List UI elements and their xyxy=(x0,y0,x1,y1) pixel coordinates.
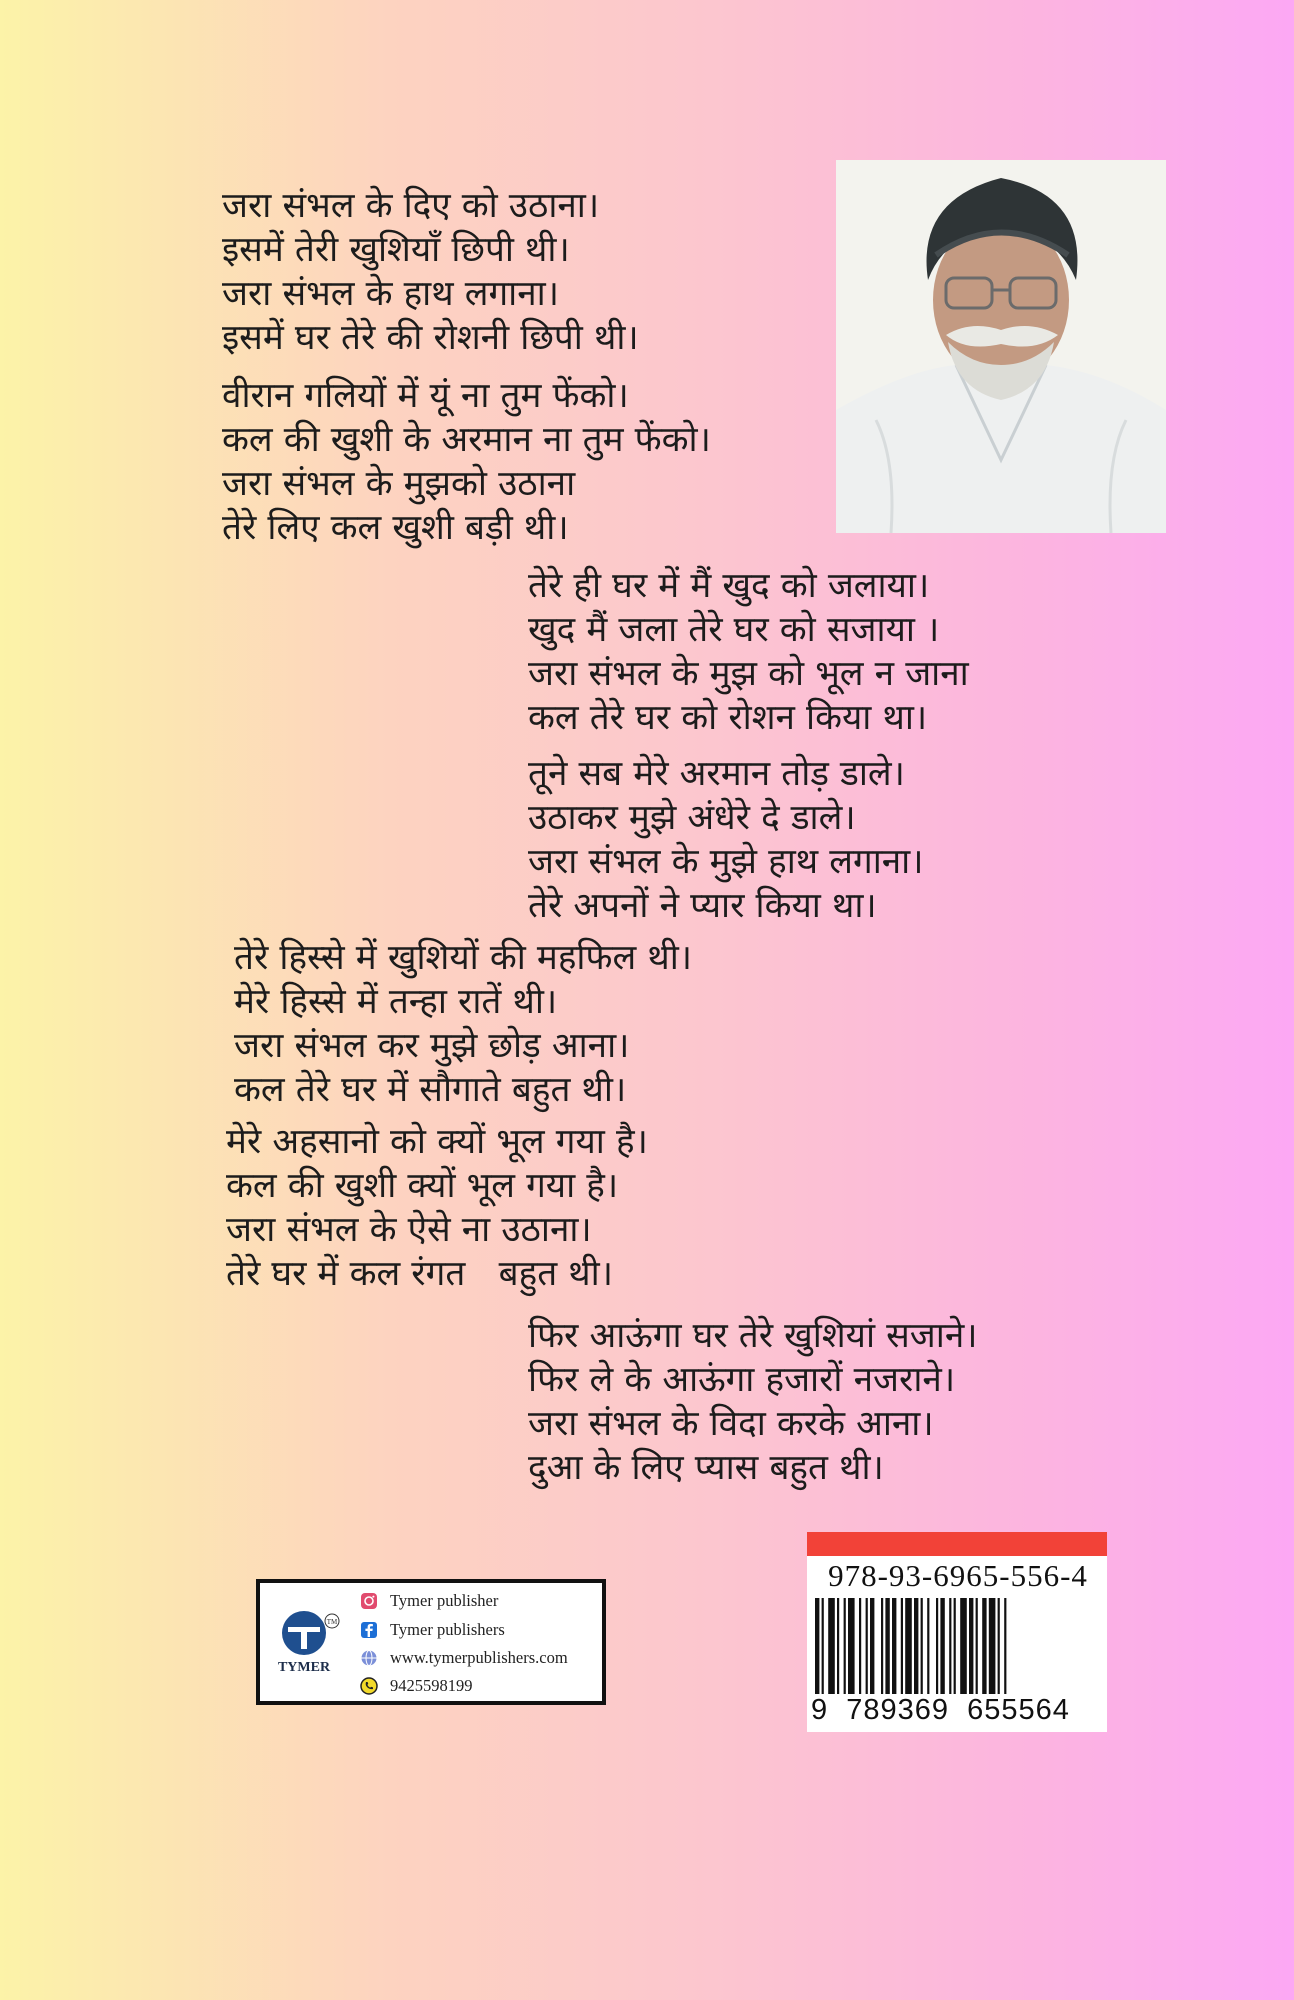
barcode-digits: 9 789369 655564 xyxy=(811,1694,1070,1726)
poem-line: तेरे ही घर में मैं खुद को जलाया। xyxy=(528,566,930,606)
author-photo xyxy=(836,160,1166,533)
poem-line: तेरे घर में कल रंगत बहुत थी। xyxy=(226,1254,613,1294)
poem-line: कल तेरे घर को रोशन किया था। xyxy=(528,698,928,738)
stanza-4 xyxy=(528,752,924,928)
poem-line: जरा संभल के मुझ को भूल न जाना xyxy=(528,654,969,694)
author-portrait-illustration xyxy=(836,160,1166,533)
trademark-mark: TM xyxy=(326,1618,338,1626)
stanza-2 xyxy=(222,374,711,550)
instagram-row xyxy=(360,1587,498,1615)
poem-line: जरा संभल के दिए को उठाना। xyxy=(222,186,600,226)
tymer-logo xyxy=(270,1603,350,1683)
poem-line: कल तेरे घर में सौगाते बहुत थी। xyxy=(234,1070,627,1110)
poem-line: जरा संभल के मुझको उठाना xyxy=(222,464,576,504)
poem-line: जरा संभल के मुझे हाथ लगाना। xyxy=(528,842,924,882)
poem-line: तेरे हिस्से में खुशियों की महफिल थी। xyxy=(234,938,693,978)
facebook-row xyxy=(360,1616,505,1644)
poem-line: इसमें घर तेरे की रोशनी छिपी थी। xyxy=(222,318,639,358)
poem-line: वीरान गलियों में यूं ना तुम फेंको। xyxy=(222,376,629,416)
isbn-number: 978-93-6965-556-4 xyxy=(828,1558,1088,1593)
poem-line: मेरे हिस्से में तन्हा रातें थी। xyxy=(234,982,558,1022)
website-row xyxy=(360,1644,568,1672)
barcode xyxy=(815,1598,1099,1694)
poem-line: तेरे लिए कल खुशी बड़ी थी। xyxy=(222,508,569,548)
poem-line: इसमें तेरी खुशियाँ छिपी थी। xyxy=(222,230,570,270)
stanza-1 xyxy=(222,184,639,360)
poem-line: तेरे अपनों ने प्यार किया था। xyxy=(528,886,877,926)
poem-line: जरा संभल के विदा करके आना। xyxy=(528,1404,934,1444)
poem-line: फिर ले के आऊंगा हजारों नजराने। xyxy=(528,1360,956,1400)
instagram-icon xyxy=(360,1592,378,1610)
logo-text: TYMER xyxy=(277,1660,331,1675)
facebook-handle: Tymer publishers xyxy=(390,1620,505,1639)
globe-icon xyxy=(360,1649,378,1667)
poem-line: तूने सब मेरे अरमान तोड़ डाले। xyxy=(528,754,905,794)
isbn-color-strip xyxy=(807,1532,1107,1556)
facebook-icon xyxy=(360,1621,378,1639)
phone-number[interactable]: 9425598199 xyxy=(390,1676,473,1695)
poem-line: मेरे अहसानो को क्यों भूल गया है। xyxy=(226,1122,648,1162)
website-url[interactable]: www.tymerpublishers.com xyxy=(390,1648,568,1667)
phone-icon xyxy=(360,1677,378,1695)
poem-line: जरा संभल कर मुझे छोड़ आना। xyxy=(234,1026,630,1066)
stanza-5 xyxy=(234,936,692,1112)
instagram-handle: Tymer publisher xyxy=(390,1591,499,1610)
poem-line: कल की खुशी के अरमान ना तुम फेंको। xyxy=(222,420,711,460)
publisher-info-box xyxy=(256,1579,606,1705)
poem-line: जरा संभल के ऐसे ना उठाना। xyxy=(226,1210,592,1250)
poem-line: फिर आऊंगा घर तेरे खुशियां सजाने। xyxy=(528,1316,978,1356)
poem-line: कल की खुशी क्यों भूल गया है। xyxy=(226,1166,619,1206)
poem-line: खुद मैं जला तेरे घर को सजाया । xyxy=(528,610,940,650)
stanza-3 xyxy=(528,564,969,740)
stanza-6 xyxy=(226,1120,648,1296)
isbn-barcode-box xyxy=(807,1532,1107,1732)
poem-line: दुआ के लिए प्यास बहुत थी। xyxy=(528,1448,884,1488)
poem-line: उठाकर मुझे अंधेरे दे डाले। xyxy=(528,798,856,838)
poem-line: जरा संभल के हाथ लगाना। xyxy=(222,274,559,314)
phone-row xyxy=(360,1672,473,1700)
stanza-7 xyxy=(528,1314,978,1490)
